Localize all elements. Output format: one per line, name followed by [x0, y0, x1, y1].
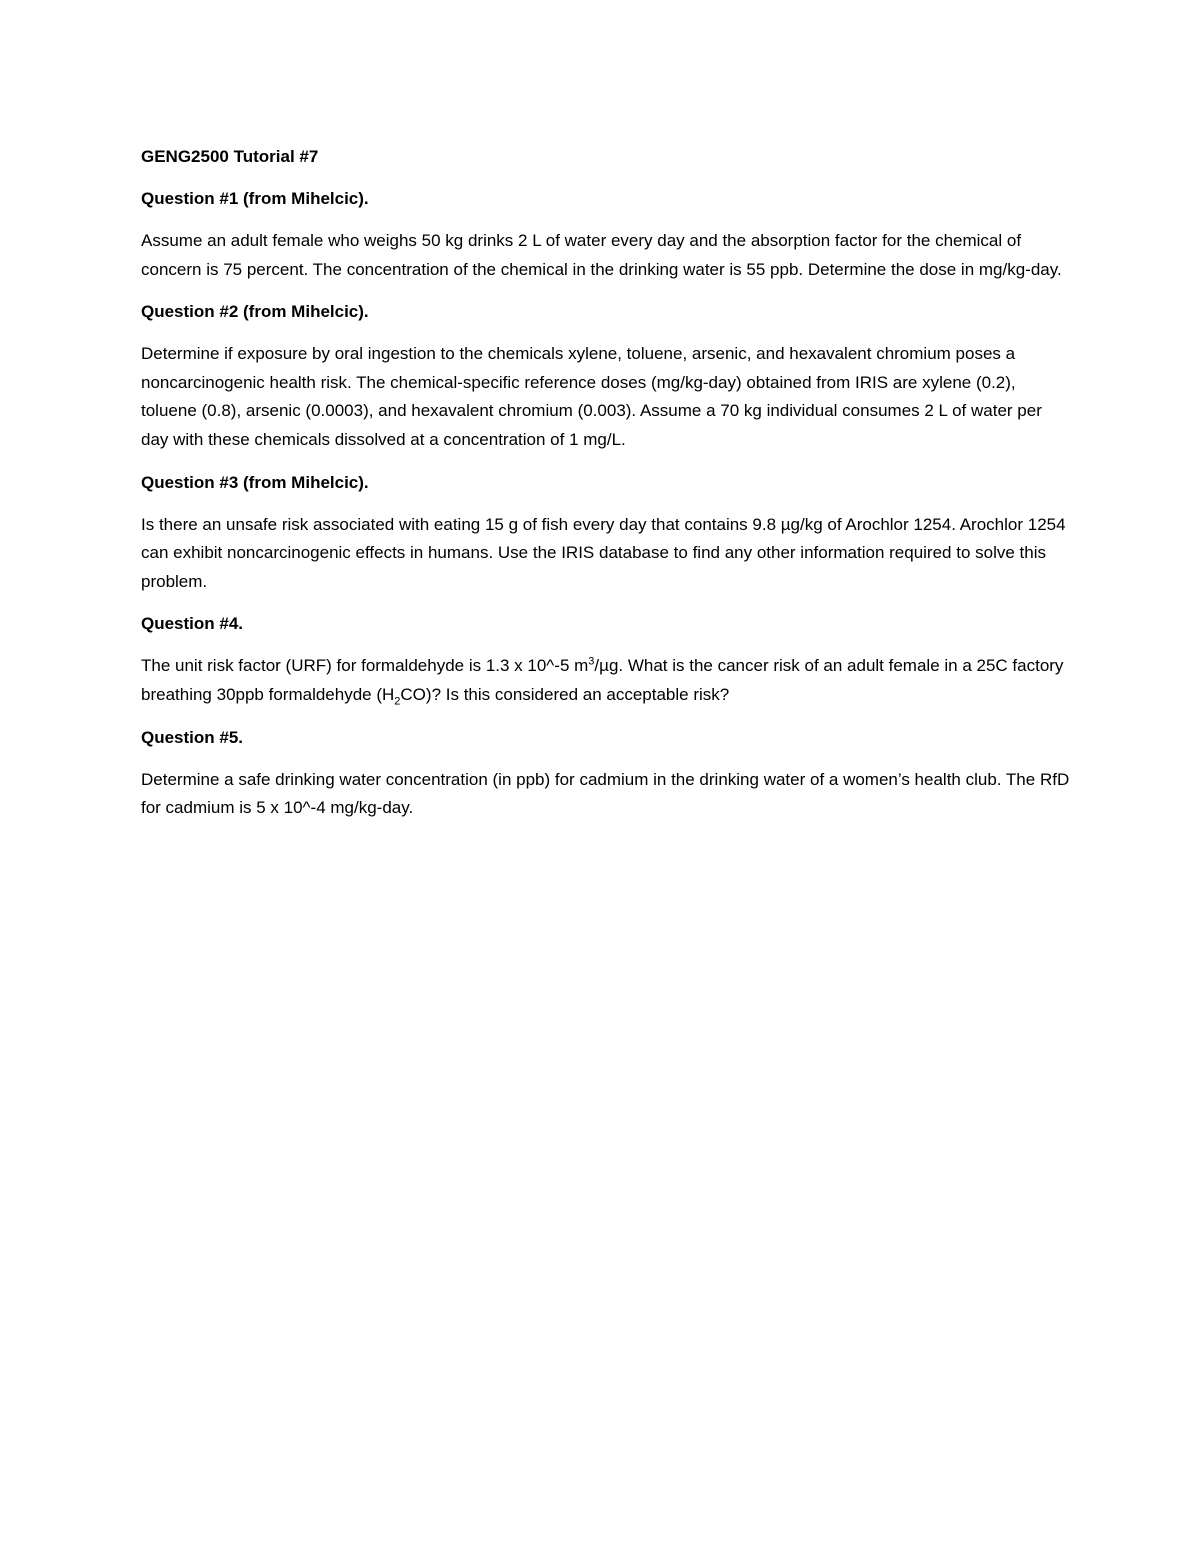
- question-3-heading: Question #3 (from Mihelcic).: [141, 472, 369, 492]
- question-4-body-part3: CO)? Is this considered an acceptable risk?: [400, 684, 730, 704]
- question-4-body-part1: The unit risk factor (URF) for formaldehyde is 1.3 x 10^-5 m: [141, 656, 589, 676]
- question-1-heading: Question #1 (from Mihelcic).: [141, 189, 369, 208]
- question-5-heading: Question #5.: [141, 727, 244, 747]
- document-page: [141, 143, 1071, 837]
- question-4-superscript: 3: [588, 655, 595, 668]
- question-4-heading: Question #4.: [141, 614, 244, 634]
- question-5-body: Determine a safe drinking water concentration (in ppb) for cadmium in the drinking water of a women’s health club. The RfD for cadmium is 5 x 10^-4 mg/kg-day.: [141, 769, 1070, 818]
- question-4-body: [141, 652, 1071, 709]
- question-4-subscript: 2: [394, 695, 401, 708]
- question-2-body: Determine if exposure by oral ingestion to the chemicals xylene, toluene, arsenic, and hexavalent chromium poses a noncarcinogenic health risk. The chemical-specific reference doses (mg/kg-day) obtained from IRIS are xylene (0.2), toluene (0.8), arsenic (0.0003), and hexavalent chromium (0.003). Assume a 70 kg individual consumes 2 L of water per day with these chemicals dissolved at a concentration of 1 mg/L.: [141, 344, 1042, 449]
- question-4-body-part2: /µg. What is the cancer risk of an adult female in a 25C factory breathing 30ppb formaldehyde (H: [141, 656, 1064, 704]
- question-2-heading: Question #2 (from Mihelcic).: [141, 302, 369, 322]
- question-1-body: Assume an adult female who weighs 50 kg drinks 2 L of water every day and the absorption factor for the chemical of concern is 75 percent. The concentration of the chemical in the drinking water is 55 ppb. Determine the dose in mg/kg-day.: [141, 231, 1062, 279]
- question-3-body: Is there an unsafe risk associated with eating 15 g of fish every day that contains 9.8 µg/kg of Arochlor 1254. Arochlor 1254 can exhibit noncarcinogenic effects in humans. Use the IRIS database to find any other information required to solve this problem.: [141, 514, 1066, 591]
- document-title: GENG2500 Tutorial #7: [141, 147, 319, 166]
